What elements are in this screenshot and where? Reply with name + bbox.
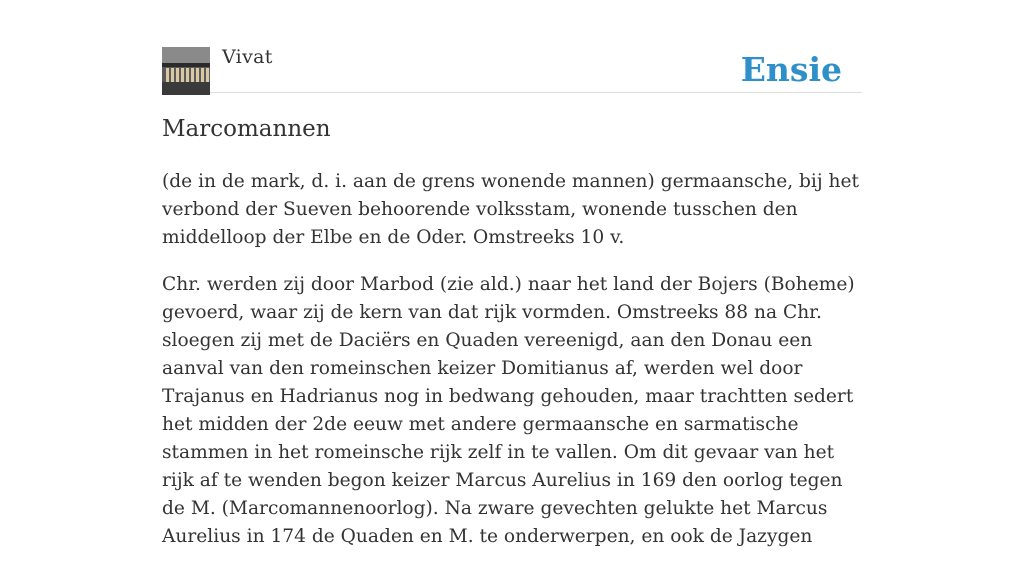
page-container xyxy=(162,0,862,547)
avatar-image xyxy=(162,47,210,95)
author-name[interactable]: Vivat xyxy=(222,46,273,68)
avatar[interactable] xyxy=(162,47,210,95)
article-body xyxy=(162,168,867,570)
brand-logo[interactable]: Ensie xyxy=(740,50,842,89)
paragraph: (de in de mark, d. i. aan de grens wonende mannen) germaansche, bij het verbond der Sueven behoorende volksstam, wonende tusschen den middelloop der Elbe en de Oder. Omstreeks 10 v. xyxy=(162,171,859,248)
article-title: Marcomannen xyxy=(162,116,331,142)
paragraph: Chr. werden zij door Marbod (zie ald.) naar het land der Bojers (Boheme) gevoerd, waar zij de kern van dat rijk vormden. Omstreeks 88 na Chr. sloegen zij met de Daciërs en Quaden vereenigd, aan den Donau een aanval van den romeinschen keizer Domitianus af, werden wel door Trajanus en Hadrianus nog in bedwang gehouden, maar trachtten sedert het midden der 2de eeuw met andere germaansche en sarmatische stammen in het romeinsche rijk zelf in te vallen. Om dit gevaar van het rijk af te wenden begon keizer Marcus Aurelius in 169 den oorlog tegen de M. (Marcomannenoorlog). Na zware gevechten gelukte het Marcus Aurelius in 174 de Quaden en M. te onderwerpen, en ook de Jazygen xyxy=(162,274,855,547)
header xyxy=(162,0,862,93)
